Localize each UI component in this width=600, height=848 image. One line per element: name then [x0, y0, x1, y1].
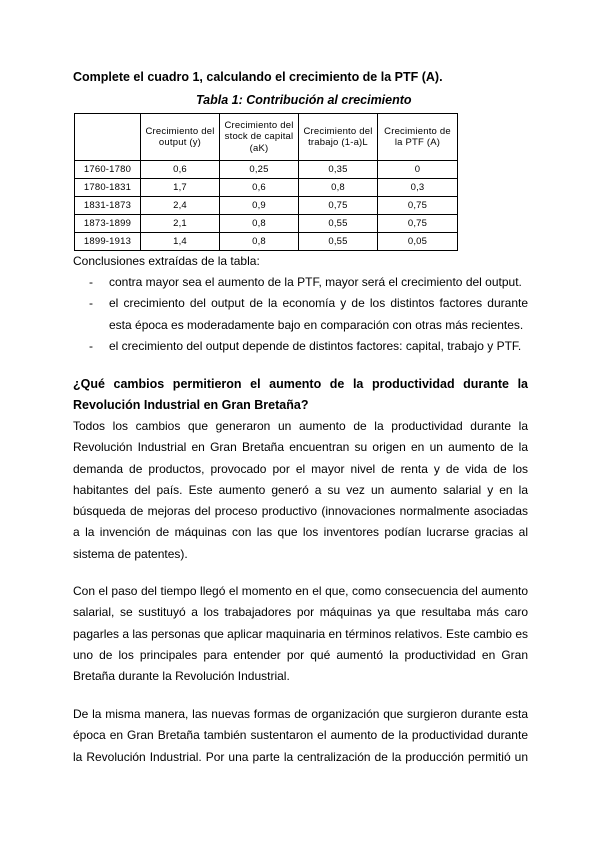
- header-cell-ptf: Crecimiento de la PTF (A): [378, 114, 458, 161]
- table-cell: 0,75: [299, 197, 378, 215]
- table-cell: 0,75: [378, 215, 458, 233]
- paragraph-1: Todos los cambios que generaron un aumento de la productividad durante la Revolución Industrial en Gran Bretaña encuentran su origen en un aumento de la demanda de productos, provocado por el mayor nivel de renta y de vida de los habitantes del país. Este aumento generó a su vez un aumento salarial y en la búsqueda de mejoras del proceso productivo (innovaciones normalmente asociadas a la invención de máquinas con las que los inventores podían lucrarse gracias al sistema de patentes).: [73, 419, 528, 561]
- list-item: [73, 272, 528, 293]
- list-item-text: el crecimiento del output de la economía y de los distintos factores durante esta época es moderadamente bajo en comparación con otras más recientes.: [109, 296, 528, 332]
- table-row: [75, 215, 458, 233]
- table-cell: 1899-1913: [75, 233, 141, 251]
- table-cell: 0,55: [299, 215, 378, 233]
- bullet-dash: -: [89, 338, 93, 353]
- table-cell: 0: [378, 161, 458, 179]
- paragraph-2: Con el paso del tiempo llegó el momento en el que, como consecuencia del aumento salarial, se sustituyó a los trabajadores por máquinas ya que resultaba más caro pagarles a las personas que aplicar maquinaria en términos relativos. Este cambio es uno de los principales para entender por qué aumentó la productividad en Gran Bretaña durante la Revolución Industrial.: [73, 584, 528, 684]
- question-2: ¿Qué cambios permitieron el aumento de la productividad durante la Revolución Industrial en Gran Bretaña?: [73, 377, 528, 412]
- table-cell: 0,6: [220, 179, 299, 197]
- growth-table: [74, 113, 458, 251]
- question-1: Complete el cuadro 1, calculando el crecimiento de la PTF (A).: [73, 70, 443, 84]
- table-cell: 0,05: [378, 233, 458, 251]
- list-item-text: el crecimiento del output depende de distintos factores: capital, trabajo y PTF.: [109, 338, 522, 353]
- list-item: [73, 336, 528, 357]
- header-cell-capital: Crecimiento del stock de capital (aK): [220, 114, 299, 161]
- header-cell-labor: Crecimiento del trabajo (1-a)L: [299, 114, 378, 161]
- table-row: [75, 233, 458, 251]
- table-cell: 0,6: [141, 161, 220, 179]
- table-cell: 0,35: [299, 161, 378, 179]
- conclusions-title: Conclusiones extraídas de la tabla:: [73, 254, 260, 268]
- table-cell: 0,8: [220, 215, 299, 233]
- table-row: [75, 197, 458, 215]
- table-cell: 0,25: [220, 161, 299, 179]
- table-cell: 1,7: [141, 179, 220, 197]
- list-item: [73, 293, 528, 336]
- table-cell: 0,75: [378, 197, 458, 215]
- table-header-row: [75, 114, 458, 161]
- header-cell-output: Crecimiento del output (y): [141, 114, 220, 161]
- table-row: [75, 161, 458, 179]
- table-cell: 0,8: [299, 179, 378, 197]
- table-cell: 0,3: [378, 179, 458, 197]
- table-row: [75, 179, 458, 197]
- table-cell: 2,4: [141, 197, 220, 215]
- conclusions-list: [73, 272, 528, 357]
- table-cell: 1,4: [141, 233, 220, 251]
- table-cell: 1780-1831: [75, 179, 141, 197]
- bullet-dash: -: [89, 296, 93, 311]
- list-item-text: contra mayor sea el aumento de la PTF, mayor será el crecimiento del output.: [109, 275, 522, 289]
- bullet-dash: -: [89, 275, 93, 289]
- header-cell-period: [75, 114, 141, 161]
- table-cell: 1873-1899: [75, 215, 141, 233]
- paragraph-3: De la misma manera, las nuevas formas de organización que surgieron durante esta época en Gran Bretaña también sustentaron el aumento de la productividad durante la Revolución Industrial. Por una parte la centralización de la producción permitió un: [73, 707, 528, 764]
- table-cell: 2,1: [141, 215, 220, 233]
- table-caption: Tabla 1: Contribución al crecimiento: [196, 93, 412, 107]
- table-cell: 0,9: [220, 197, 299, 215]
- table-cell: 1760-1780: [75, 161, 141, 179]
- table-cell: 0,55: [299, 233, 378, 251]
- table-cell: 0,8: [220, 233, 299, 251]
- table-cell: 1831-1873: [75, 197, 141, 215]
